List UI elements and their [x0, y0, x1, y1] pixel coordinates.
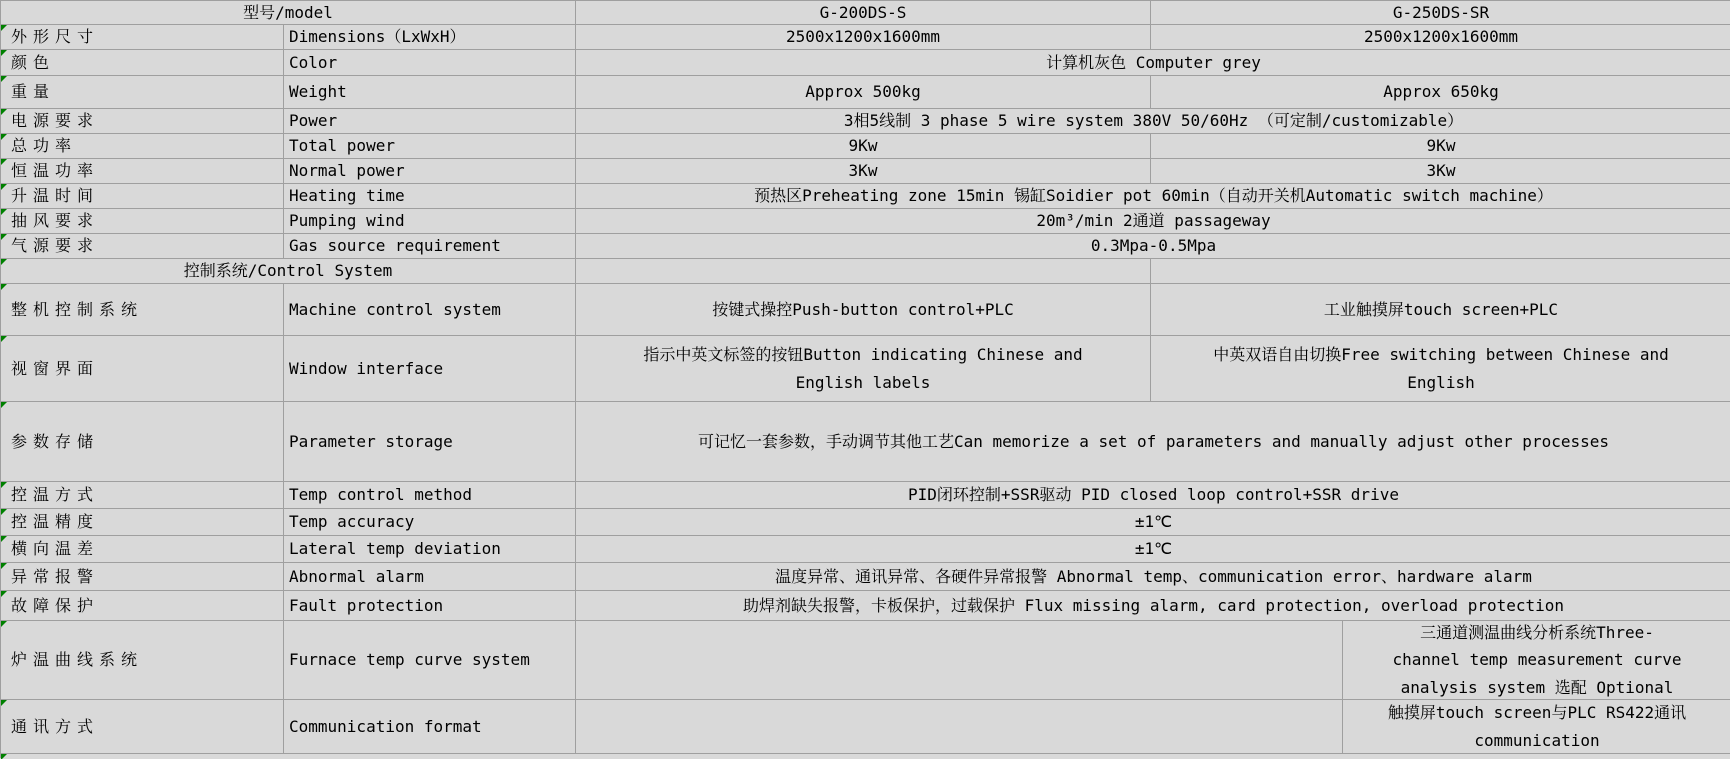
- table-row: [1, 591, 1730, 621]
- table-row: [1, 209, 1730, 234]
- cell-temp-control-cn[interactable]: [1, 482, 284, 509]
- cell-dimensions-v2[interactable]: 2500x1200x1600mm: [1151, 25, 1730, 50]
- cell-lateral-temp-en[interactable]: Lateral temp deviation: [284, 536, 576, 563]
- cell-gas-source-cn[interactable]: [1, 234, 284, 259]
- table-row: [1, 754, 1730, 759]
- cell-normal-power-v2[interactable]: 3Kw: [1151, 159, 1730, 184]
- corner-flag-icon: [1, 621, 7, 627]
- cell-furnace-curve-cn[interactable]: [1, 621, 284, 700]
- cell-abnormal-alarm-en[interactable]: Abnormal alarm: [284, 563, 576, 591]
- corner-flag-icon: [1, 591, 7, 597]
- corner-flag-icon: [1, 402, 7, 408]
- label-text: 控温方式: [11, 485, 100, 505]
- cell-color-value[interactable]: 计算机灰色 Computer grey: [576, 50, 1730, 76]
- cell-control-system-v2[interactable]: [1151, 259, 1730, 284]
- table-row: [1, 1, 1730, 25]
- cell-furnace-curve-en[interactable]: Furnace temp curve system: [284, 621, 576, 700]
- corner-flag-icon: [1, 700, 7, 706]
- corner-flag-icon: [1, 336, 7, 342]
- cell-abnormal-alarm-cn[interactable]: [1, 563, 284, 591]
- label-text: 重量: [11, 82, 56, 102]
- corner-flag-icon: [1, 50, 7, 56]
- label-text: 参数存储: [11, 431, 100, 451]
- cell-gas-source-value[interactable]: 0.3Mpa-0.5Mpa: [576, 234, 1730, 259]
- cell-total-power-v2[interactable]: 9Kw: [1151, 134, 1730, 159]
- corner-flag-icon: [1, 563, 7, 569]
- cell-weight-v2[interactable]: Approx 650kg: [1151, 76, 1730, 109]
- cell-dimensions-en[interactable]: Dimensions（LxWxH）: [284, 25, 576, 50]
- cell-heating-time-value[interactable]: 预热区Preheating zone 15min 锡缸Soidier pot 60min（自动开关机Automatic switch machine）: [576, 184, 1730, 209]
- label-text: 整机控制系统: [11, 299, 144, 319]
- corner-flag-icon: [1, 209, 7, 215]
- cell-heating-time-en[interactable]: Heating time: [284, 184, 576, 209]
- cell-heating-time-cn[interactable]: [1, 184, 284, 209]
- table-row: [1, 563, 1730, 591]
- label-text: 颜色: [11, 52, 56, 72]
- cell-machine-control-v1[interactable]: 按键式操控Push-button control+PLC: [576, 284, 1151, 336]
- cell-normal-power-en[interactable]: Normal power: [284, 159, 576, 184]
- corner-flag-icon: [1, 284, 7, 290]
- cell-communication-en[interactable]: Communication format: [284, 700, 576, 754]
- cell-communication-v2[interactable]: 触摸屏touch screen与PLC RS422通讯 communication: [1343, 700, 1730, 754]
- cell-window-interface-v2[interactable]: 中英双语自由切换Free switching between Chinese and English: [1151, 336, 1730, 402]
- cell-communication-cn[interactable]: [1, 700, 284, 754]
- cell-weight-v1[interactable]: Approx 500kg: [576, 76, 1151, 109]
- corner-flag-icon: [1, 482, 7, 488]
- cell-temp-control-value[interactable]: PID闭环控制+SSR驱动 PID closed loop control+SSR drive: [576, 482, 1730, 509]
- cell-color-en[interactable]: Color: [284, 50, 576, 76]
- label-text: 通讯方式: [11, 716, 100, 736]
- cell-power-en[interactable]: Power: [284, 109, 576, 134]
- cell-fault-protection-value[interactable]: 助焊剂缺失报警，卡板保护，过载保护 Flux missing alarm, card protection, overload protection: [576, 591, 1730, 621]
- cell-parameter-storage-en[interactable]: Parameter storage: [284, 402, 576, 482]
- cell-temp-control-en[interactable]: Temp control method: [284, 482, 576, 509]
- cell-dimensions-v1[interactable]: 2500x1200x1600mm: [576, 25, 1151, 50]
- cell-lateral-temp-value[interactable]: ±1℃: [576, 536, 1730, 563]
- cell-window-interface-cn[interactable]: [1, 336, 284, 402]
- label-text: 控温精度: [11, 512, 100, 532]
- cell-fault-protection-en[interactable]: Fault protection: [284, 591, 576, 621]
- cell-parameter-storage-value[interactable]: 可记忆一套参数，手动调节其他工艺Can memorize a set of parameters and manually adjust other processes: [576, 402, 1730, 482]
- table-row: [1, 25, 1730, 50]
- cell-machine-control-v2[interactable]: 工业触摸屏touch screen+PLC: [1151, 284, 1730, 336]
- cell-machine-control-cn[interactable]: [1, 284, 284, 336]
- cell-weight-cn[interactable]: [1, 76, 284, 109]
- label-text: 抽风要求: [11, 211, 100, 231]
- cell-color-cn[interactable]: [1, 50, 284, 76]
- table-row: [1, 109, 1730, 134]
- table-row: [1, 621, 1730, 700]
- cell-total-power-en[interactable]: Total power: [284, 134, 576, 159]
- cell-window-interface-v1[interactable]: 指示中英文标签的按钮Button indicating Chinese and English labels: [576, 336, 1151, 402]
- cell-pumping-wind-en[interactable]: Pumping wind: [284, 209, 576, 234]
- table-row: [1, 234, 1730, 259]
- table-row: [1, 509, 1730, 536]
- label-text: 外形尺寸: [11, 27, 100, 47]
- label-text: 横向温差: [11, 539, 100, 559]
- cell-temp-accuracy-en[interactable]: Temp accuracy: [284, 509, 576, 536]
- corner-flag-icon: [1, 159, 7, 165]
- label-text: 电源要求: [11, 111, 100, 131]
- cell-power-value[interactable]: 3相5线制 3 phase 5 wire system 380V 50/60Hz （可定制/customizable）: [576, 109, 1730, 134]
- table-row: [1, 259, 1730, 284]
- cell-parameter-storage-cn[interactable]: [1, 402, 284, 482]
- cell-gas-source-en[interactable]: Gas source requirement: [284, 234, 576, 259]
- corner-flag-icon: [1, 184, 7, 190]
- table-row: [1, 76, 1730, 109]
- label-text: 气源要求: [11, 236, 100, 256]
- corner-flag-icon: [1, 134, 7, 140]
- cell-control-system-header[interactable]: [1, 259, 576, 284]
- cell-total-power-cn[interactable]: [1, 134, 284, 159]
- label-text: 炉温曲线系统: [11, 650, 144, 670]
- cell-window-interface-en[interactable]: Window interface: [284, 336, 576, 402]
- label-text: 总功率: [11, 136, 78, 156]
- label-text: 视窗界面: [11, 358, 100, 378]
- cell-communication-v1[interactable]: [576, 700, 1343, 754]
- corner-flag-icon: [1, 259, 7, 265]
- cell-normal-power-v1[interactable]: 3Kw: [576, 159, 1151, 184]
- cell-weight-en[interactable]: Weight: [284, 76, 576, 109]
- table-row: [1, 402, 1730, 482]
- cell-machine-control-en[interactable]: Machine control system: [284, 284, 576, 336]
- cell-temp-accuracy-value[interactable]: ±1℃: [576, 509, 1730, 536]
- corner-flag-icon: [1, 109, 7, 115]
- label-text: 升温时间: [11, 186, 100, 206]
- table-row: [1, 184, 1730, 209]
- cell-furnace-curve-v2[interactable]: 三通道测温曲线分析系统Three-channel temp measurement curve analysis system 选配 Optional: [1343, 621, 1730, 700]
- cell-power-cn[interactable]: [1, 109, 284, 134]
- table-row: [1, 482, 1730, 509]
- corner-flag-icon: [1, 25, 7, 31]
- cell-model-v2[interactable]: G-250DS-SR: [1151, 1, 1730, 25]
- table-row: [1, 50, 1730, 76]
- corner-flag-icon: [1, 76, 7, 82]
- label-text: 控制系统/Control System: [183, 261, 393, 281]
- cell-temp-accuracy-cn[interactable]: [1, 509, 284, 536]
- table-row: [1, 336, 1730, 402]
- table-row: [1, 159, 1730, 184]
- label-text: 故障保护: [11, 595, 100, 615]
- cell-lateral-temp-cn[interactable]: [1, 536, 284, 563]
- cell-dimensions-cn[interactable]: [1, 25, 284, 50]
- table-row: [1, 134, 1730, 159]
- cell-total-power-v1[interactable]: 9Kw: [576, 134, 1151, 159]
- label-text: 恒温功率: [11, 161, 100, 181]
- cell-furnace-curve-v1[interactable]: [576, 621, 1343, 700]
- cell-model-v1[interactable]: G-200DS-S: [576, 1, 1151, 25]
- cell-pumping-wind-cn[interactable]: [1, 209, 284, 234]
- table-row: [1, 700, 1730, 754]
- corner-flag-icon: [1, 536, 7, 542]
- cell-fault-protection-cn[interactable]: [1, 591, 284, 621]
- cell-normal-power-cn[interactable]: [1, 159, 284, 184]
- corner-flag-icon: [1, 509, 7, 515]
- cell-pumping-wind-value[interactable]: 20m³/min 2通道 passageway: [576, 209, 1730, 234]
- cell-bottom-sliver[interactable]: [1, 754, 1730, 759]
- table-row: [1, 284, 1730, 336]
- corner-flag-icon: [1, 754, 7, 759]
- cell-model-label[interactable]: 型号/model: [1, 1, 576, 25]
- cell-abnormal-alarm-value[interactable]: 温度异常、通讯异常、各硬件异常报警 Abnormal temp、communication error、hardware alarm: [576, 563, 1730, 591]
- table-row: [1, 536, 1730, 563]
- cell-control-system-v1[interactable]: [576, 259, 1151, 284]
- label-text: 异常报警: [11, 566, 100, 586]
- corner-flag-icon: [1, 234, 7, 240]
